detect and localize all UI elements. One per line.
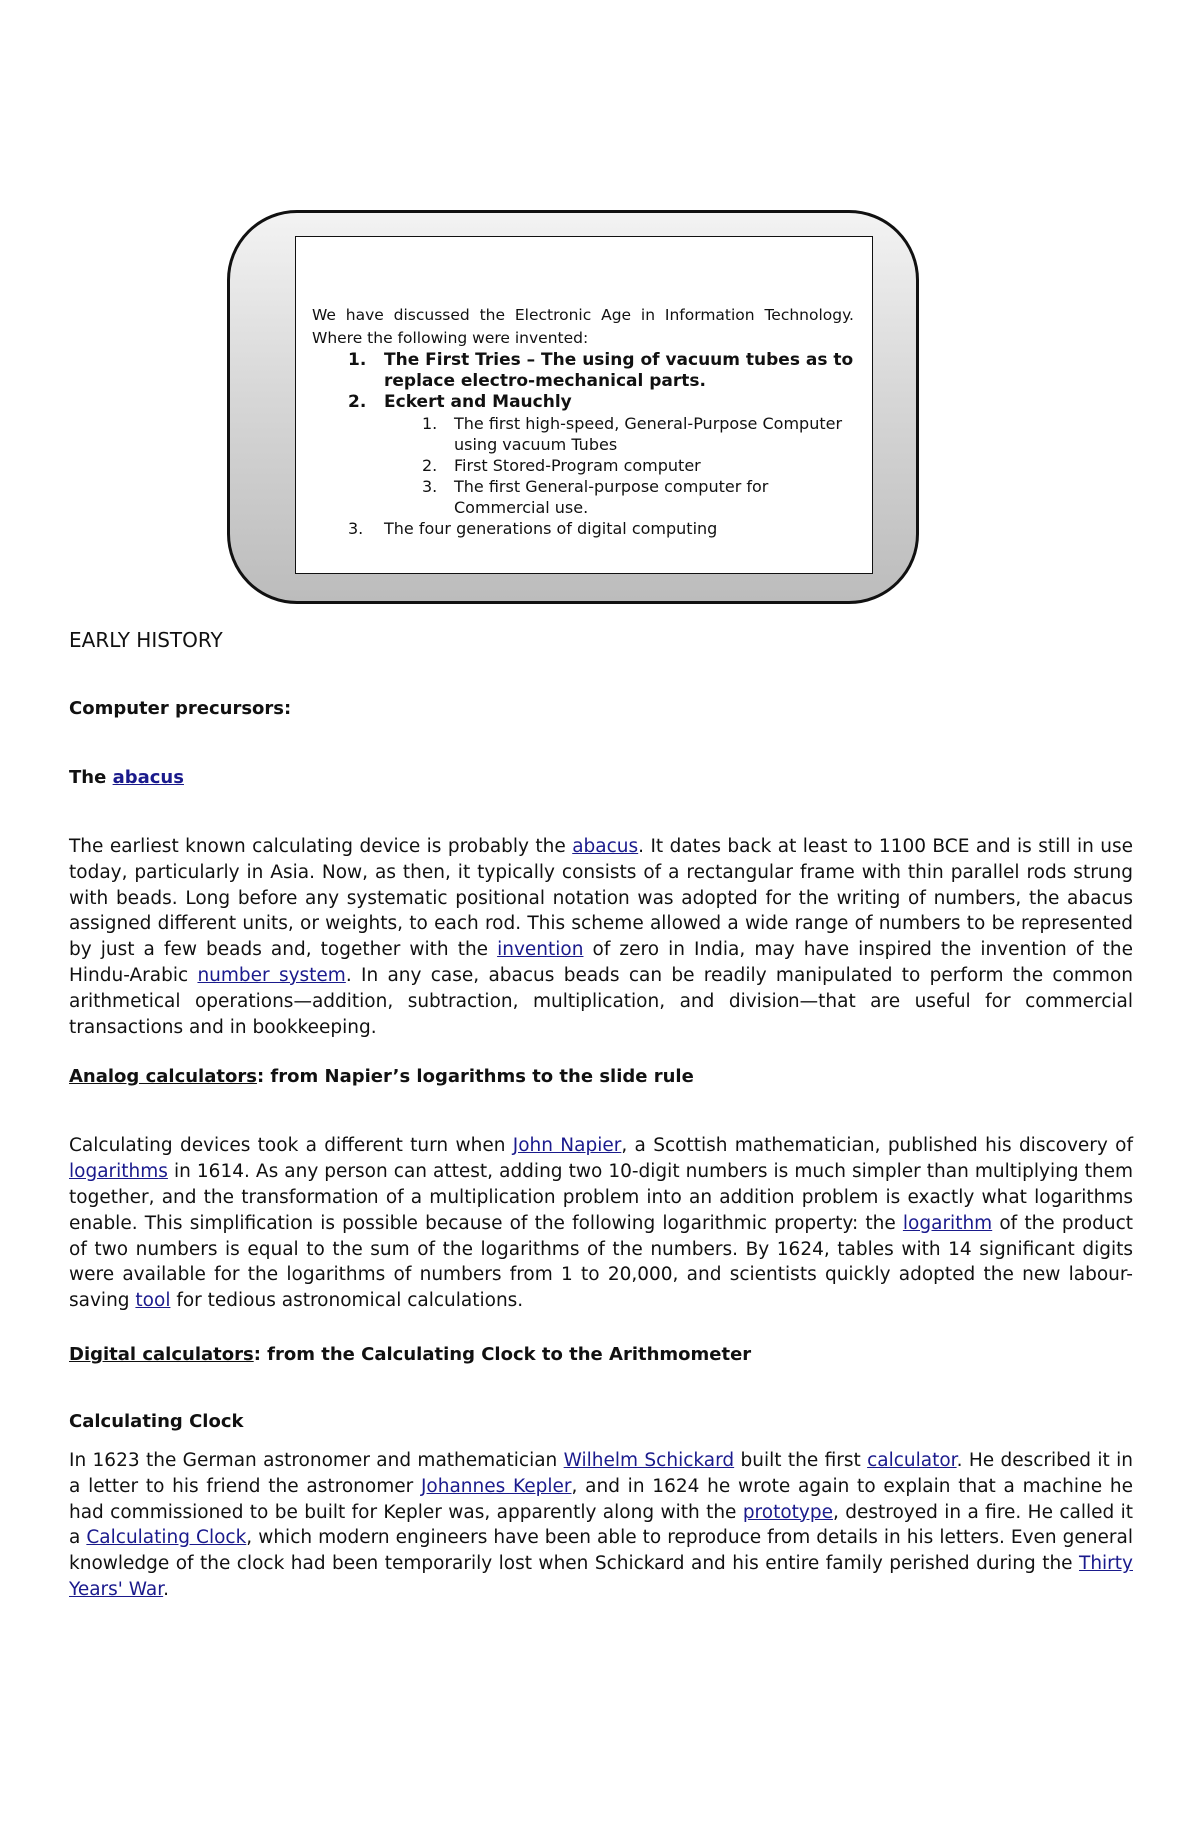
calculator-link[interactable]: calculator	[867, 1449, 957, 1471]
summary-list	[312, 350, 854, 539]
list-item: 1. The First Tries – The using of vacuum tubes as to replace electro-mechanical parts.	[348, 350, 854, 391]
sub-list	[384, 413, 854, 518]
thirty-years-war-link[interactable]: Thirty Years' War	[69, 1553, 1133, 1600]
section-title: EARLY HISTORY	[69, 628, 223, 652]
calculating-clock-link[interactable]: Calculating Clock	[86, 1527, 247, 1549]
abacus-heading: The abacus	[69, 767, 184, 788]
document-body	[69, 628, 1133, 1603]
clock-paragraph: In 1623 the German astronomer and mathematician Wilhelm Schickard built the first calculator. He described it in a letter to his friend the astronomer Johannes Kepler, and in 1624 he wrote again to explain that a machine he had commissioned to be built for Kepler was, apparently along with the prototype, destroyed in a fire. He called it a Calculating Clock, which modern engineers have been able to reproduce from details in his letters. Even general knowledge of the clock had been temporarily lost when Schickard and his entire family perished during the Thirty Years' War.	[69, 1449, 1133, 1600]
list-item: 2. Eckert and Mauchly 1. The first high-speed, General-Purpose Computer using vacuum Tubes 2. First Stored-Program computer 3. The first General-purpose computer for Commercial use.	[312, 392, 854, 518]
sub-list-item: 2. First Stored-Program computer	[422, 456, 701, 475]
tool-link[interactable]: tool	[135, 1290, 171, 1312]
logarithms-link[interactable]: logarithms	[69, 1161, 168, 1183]
precursors-heading: Computer precursors:	[69, 698, 292, 719]
number-system-link[interactable]: number system	[197, 964, 346, 986]
wilhelm-schickard-link[interactable]: Wilhelm Schickard	[563, 1449, 735, 1471]
logarithm-link[interactable]: logarithm	[902, 1212, 993, 1234]
abacus-heading-link[interactable]: abacus	[112, 767, 184, 788]
summary-intro: We have discussed the Electronic Age in Information Technology. Where the following were invented:	[312, 306, 854, 347]
list-item-label: The four generations of digital computing	[384, 519, 718, 538]
johannes-kepler-link[interactable]: Johannes Kepler	[420, 1475, 572, 1497]
sub-list-item: 3. The first General-purpose computer for Commercial use.	[422, 477, 769, 517]
analog-heading: Analog calculators: from Napier’s logarithms to the slide rule	[69, 1066, 694, 1088]
analog-calculators-link[interactable]: Analog calculators	[69, 1066, 257, 1088]
sub-list-item: 1. The first high-speed, General-Purpose Computer using vacuum Tubes	[422, 414, 843, 454]
abacus-paragraph: The earliest known calculating device is probably the abacus. It dates back at least to 1100 BCE and is still in use today, particularly in Asia. Now, as then, it typically consists of a rectangular frame with thin parallel rods strung with beads. Long before any systematic positional notation was adopted for the writing of numbers, the abacus assigned different units, or weights, to each rod. This scheme allowed a wide range of numbers to be represented by just a few beads and, together with the invention of zero in India, may have inspired the invention of the Hindu-Arabic number system. In any case, abacus beads can be readily manipulated to perform the common arithmetical operations—addition, subtraction, multiplication, and division—that are useful for commercial transactions and in bookkeeping.	[69, 836, 1133, 1038]
invention-link[interactable]: invention	[497, 939, 584, 961]
summary-box	[295, 236, 873, 574]
digital-calculators-link[interactable]: Digital calculators	[69, 1343, 254, 1365]
analog-paragraph: Calculating devices took a different turn when John Napier, a Scottish mathematician, published his discovery of logarithms in 1614. As any person can attest, adding two 10-digit numbers is much simpler than multiplying them together, and the transformation of a multiplication problem into an addition problem is exactly what logarithms enable. This simplification is possible because of the following logarithmic property: the logarithm of the product of two numbers is equal to the sum of the logarithms of the numbers. By 1624, tables with 14 significant digits were available for the logarithms of numbers from 1 to 20,000, and scientists quickly adopted the new labour-saving tool for tedious astronomical calculations.	[69, 1135, 1133, 1312]
list-item: 3. The four generations of digital computing	[348, 519, 718, 538]
john-napier-link[interactable]: John Napier	[512, 1135, 622, 1157]
prototype-link[interactable]: prototype	[742, 1501, 833, 1523]
calculating-clock-heading: Calculating Clock	[69, 1410, 244, 1432]
list-item-label: Eckert and Mauchly	[384, 392, 572, 412]
digital-heading: Digital calculators: from the Calculating Clock to the Arithmometer	[69, 1343, 752, 1365]
list-item-label: The First Tries – The using of vacuum tubes as to replace electro-mechanical parts.	[384, 350, 854, 391]
abacus-link[interactable]: abacus	[572, 836, 639, 857]
